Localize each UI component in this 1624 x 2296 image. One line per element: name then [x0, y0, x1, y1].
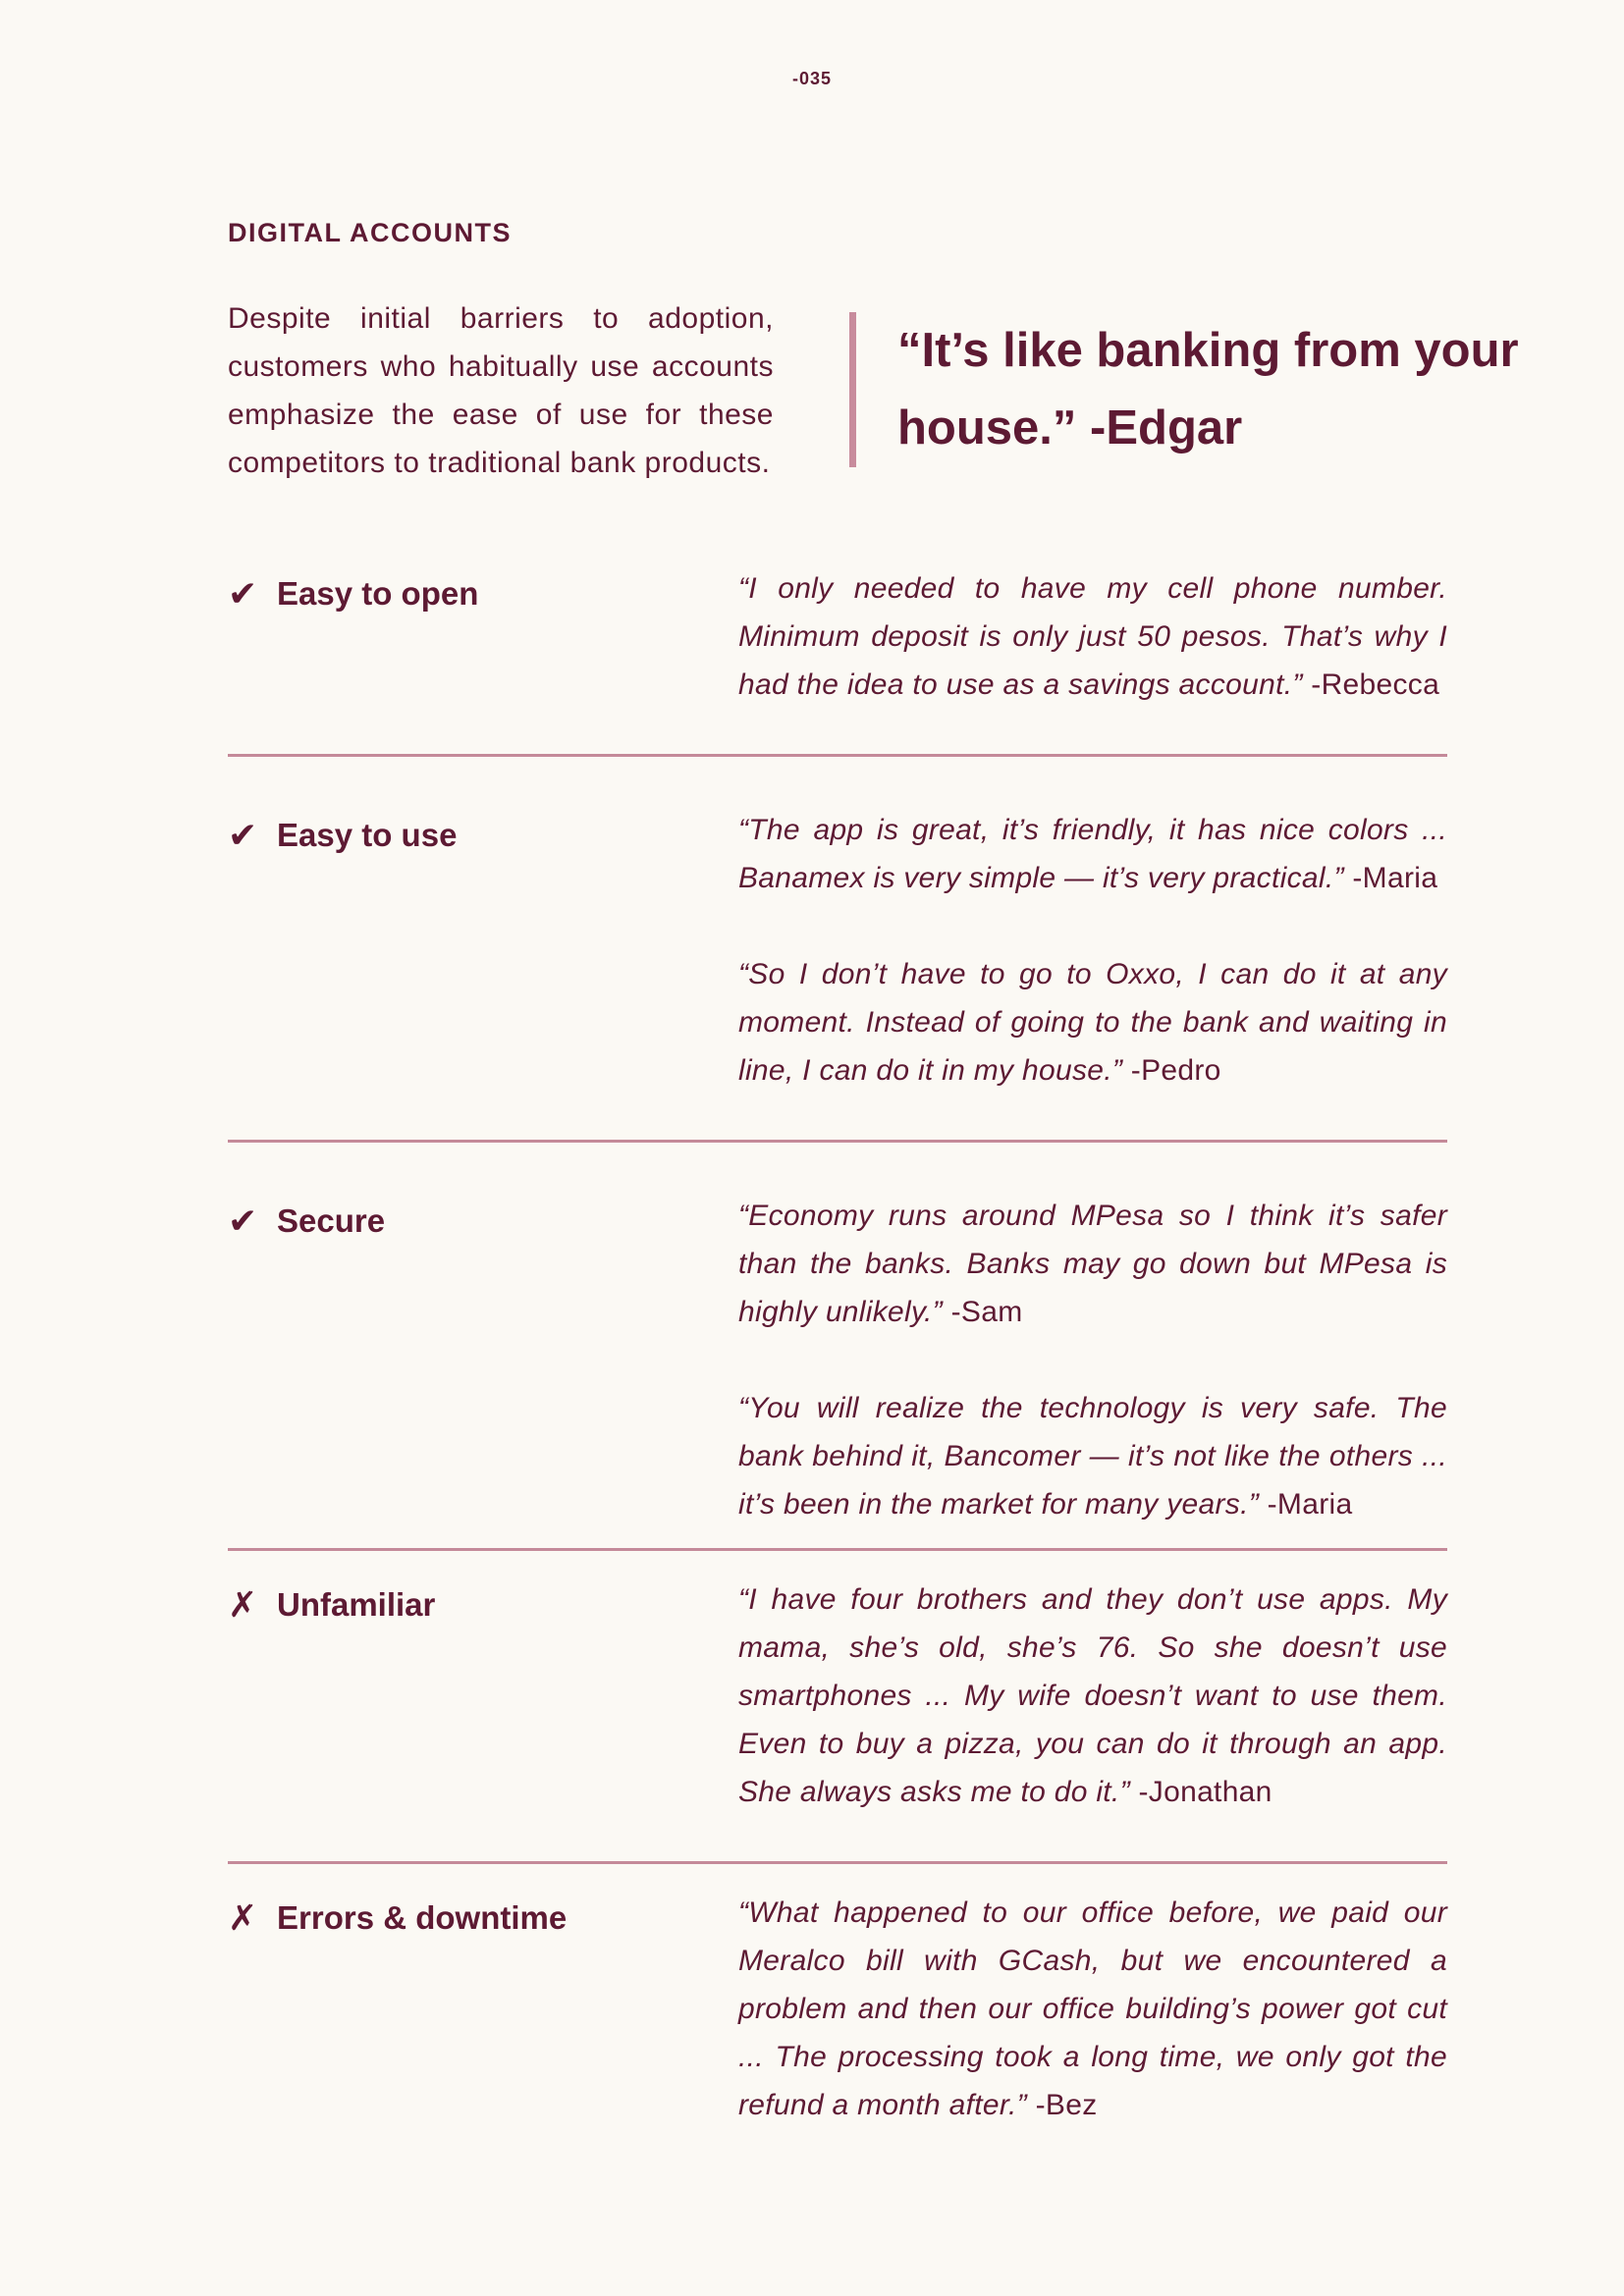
- section-title: DIGITAL ACCOUNTS: [228, 218, 512, 247]
- quote-attribution: -Bez: [1026, 2089, 1098, 2121]
- check-icon: ✔: [228, 815, 258, 855]
- row-label: [228, 564, 478, 623]
- row-quotes: [738, 564, 1447, 709]
- quote-text: “What happened to our office before, we paid our Meralco bill with GCash, but we encountered a problem and then our office building’s power got cut ... The processing took a long time, we only got the refund a month after.”: [738, 1896, 1447, 2121]
- row-label: [228, 1192, 385, 1251]
- quote-text: “I have four brothers and they don’t use apps. My mama, she’s old, she’s 76. So she doesn’t use smartphones ... My wife doesn’t want to use them. Even to buy a pizza, you can do it through an app. She always asks me to do it.”: [738, 1583, 1447, 1808]
- row-label: [228, 806, 457, 865]
- quote-text: “I only needed to have my cell phone number. Minimum deposit is only just 50 pesos. That’s why I had the idea to use as a savings account.”: [738, 572, 1447, 701]
- row-label-text: Easy to use: [277, 817, 458, 853]
- row-quotes: [738, 1889, 1447, 2129]
- row-label-text: Errors & downtime: [277, 1899, 568, 1936]
- cross-icon: ✗: [228, 1584, 258, 1625]
- row-easy-to-use: [228, 754, 1447, 1140]
- row-easy-to-open: [228, 555, 1447, 754]
- quote-attribution: -Maria: [1259, 1488, 1353, 1521]
- quote: [738, 806, 1447, 902]
- row-quotes: [738, 806, 1447, 1095]
- quote-attribution: -Jonathan: [1129, 1776, 1272, 1808]
- quote: [738, 564, 1447, 709]
- cross-icon: ✗: [228, 1897, 258, 1938]
- quote-text: “You will realize the technology is very safe. The bank behind it, Bancomer — it’s not like the others ... it’s been in the market for many years.”: [738, 1392, 1447, 1521]
- quote: [738, 1192, 1447, 1336]
- quote-attribution: -Sam: [942, 1296, 1023, 1328]
- row-errors-downtime: [228, 1861, 1447, 2149]
- check-icon: ✔: [228, 573, 258, 614]
- row-label: [228, 1889, 567, 1948]
- quote-text: “Economy runs around MPesa so I think it’s safer than the banks. Banks may go down but MPesa is highly unlikely.”: [738, 1200, 1447, 1328]
- quote-rows: [228, 555, 1447, 2149]
- quote: [738, 1384, 1447, 1528]
- quote-attribution: -Rebecca: [1302, 668, 1440, 701]
- intro-paragraph: Despite initial barriers to adoption, customers who habitually use accounts emphasize the ease of use for these competitors to traditional bank products.: [228, 302, 774, 479]
- quote-text: “The app is great, it’s friendly, it has nice colors ... Banamex is very simple — it’s very practical.”: [738, 814, 1447, 894]
- quote: [738, 1575, 1447, 1816]
- quote-attribution: -Maria: [1343, 862, 1438, 894]
- row-quotes: [738, 1575, 1447, 1816]
- row-label-text: Secure: [277, 1202, 386, 1239]
- row-quotes: [738, 1192, 1447, 1528]
- check-icon: ✔: [228, 1201, 258, 1241]
- quote-text: “So I don’t have to go to Oxxo, I can do it at any moment. Instead of going to the bank and waiting in line, I can do it in my house.”: [738, 958, 1447, 1087]
- row-label-text: Easy to open: [277, 575, 479, 612]
- quote: [738, 950, 1447, 1095]
- pull-quote: “It’s like banking from your house.” -Edgar: [849, 312, 1526, 467]
- row-unfamiliar: [228, 1548, 1447, 1861]
- row-secure: [228, 1140, 1447, 1548]
- row-label-text: Unfamiliar: [277, 1586, 436, 1623]
- quote-attribution: -Pedro: [1122, 1054, 1221, 1087]
- row-label: [228, 1575, 435, 1634]
- quote: [738, 1889, 1447, 2129]
- page-number: -035: [791, 69, 833, 88]
